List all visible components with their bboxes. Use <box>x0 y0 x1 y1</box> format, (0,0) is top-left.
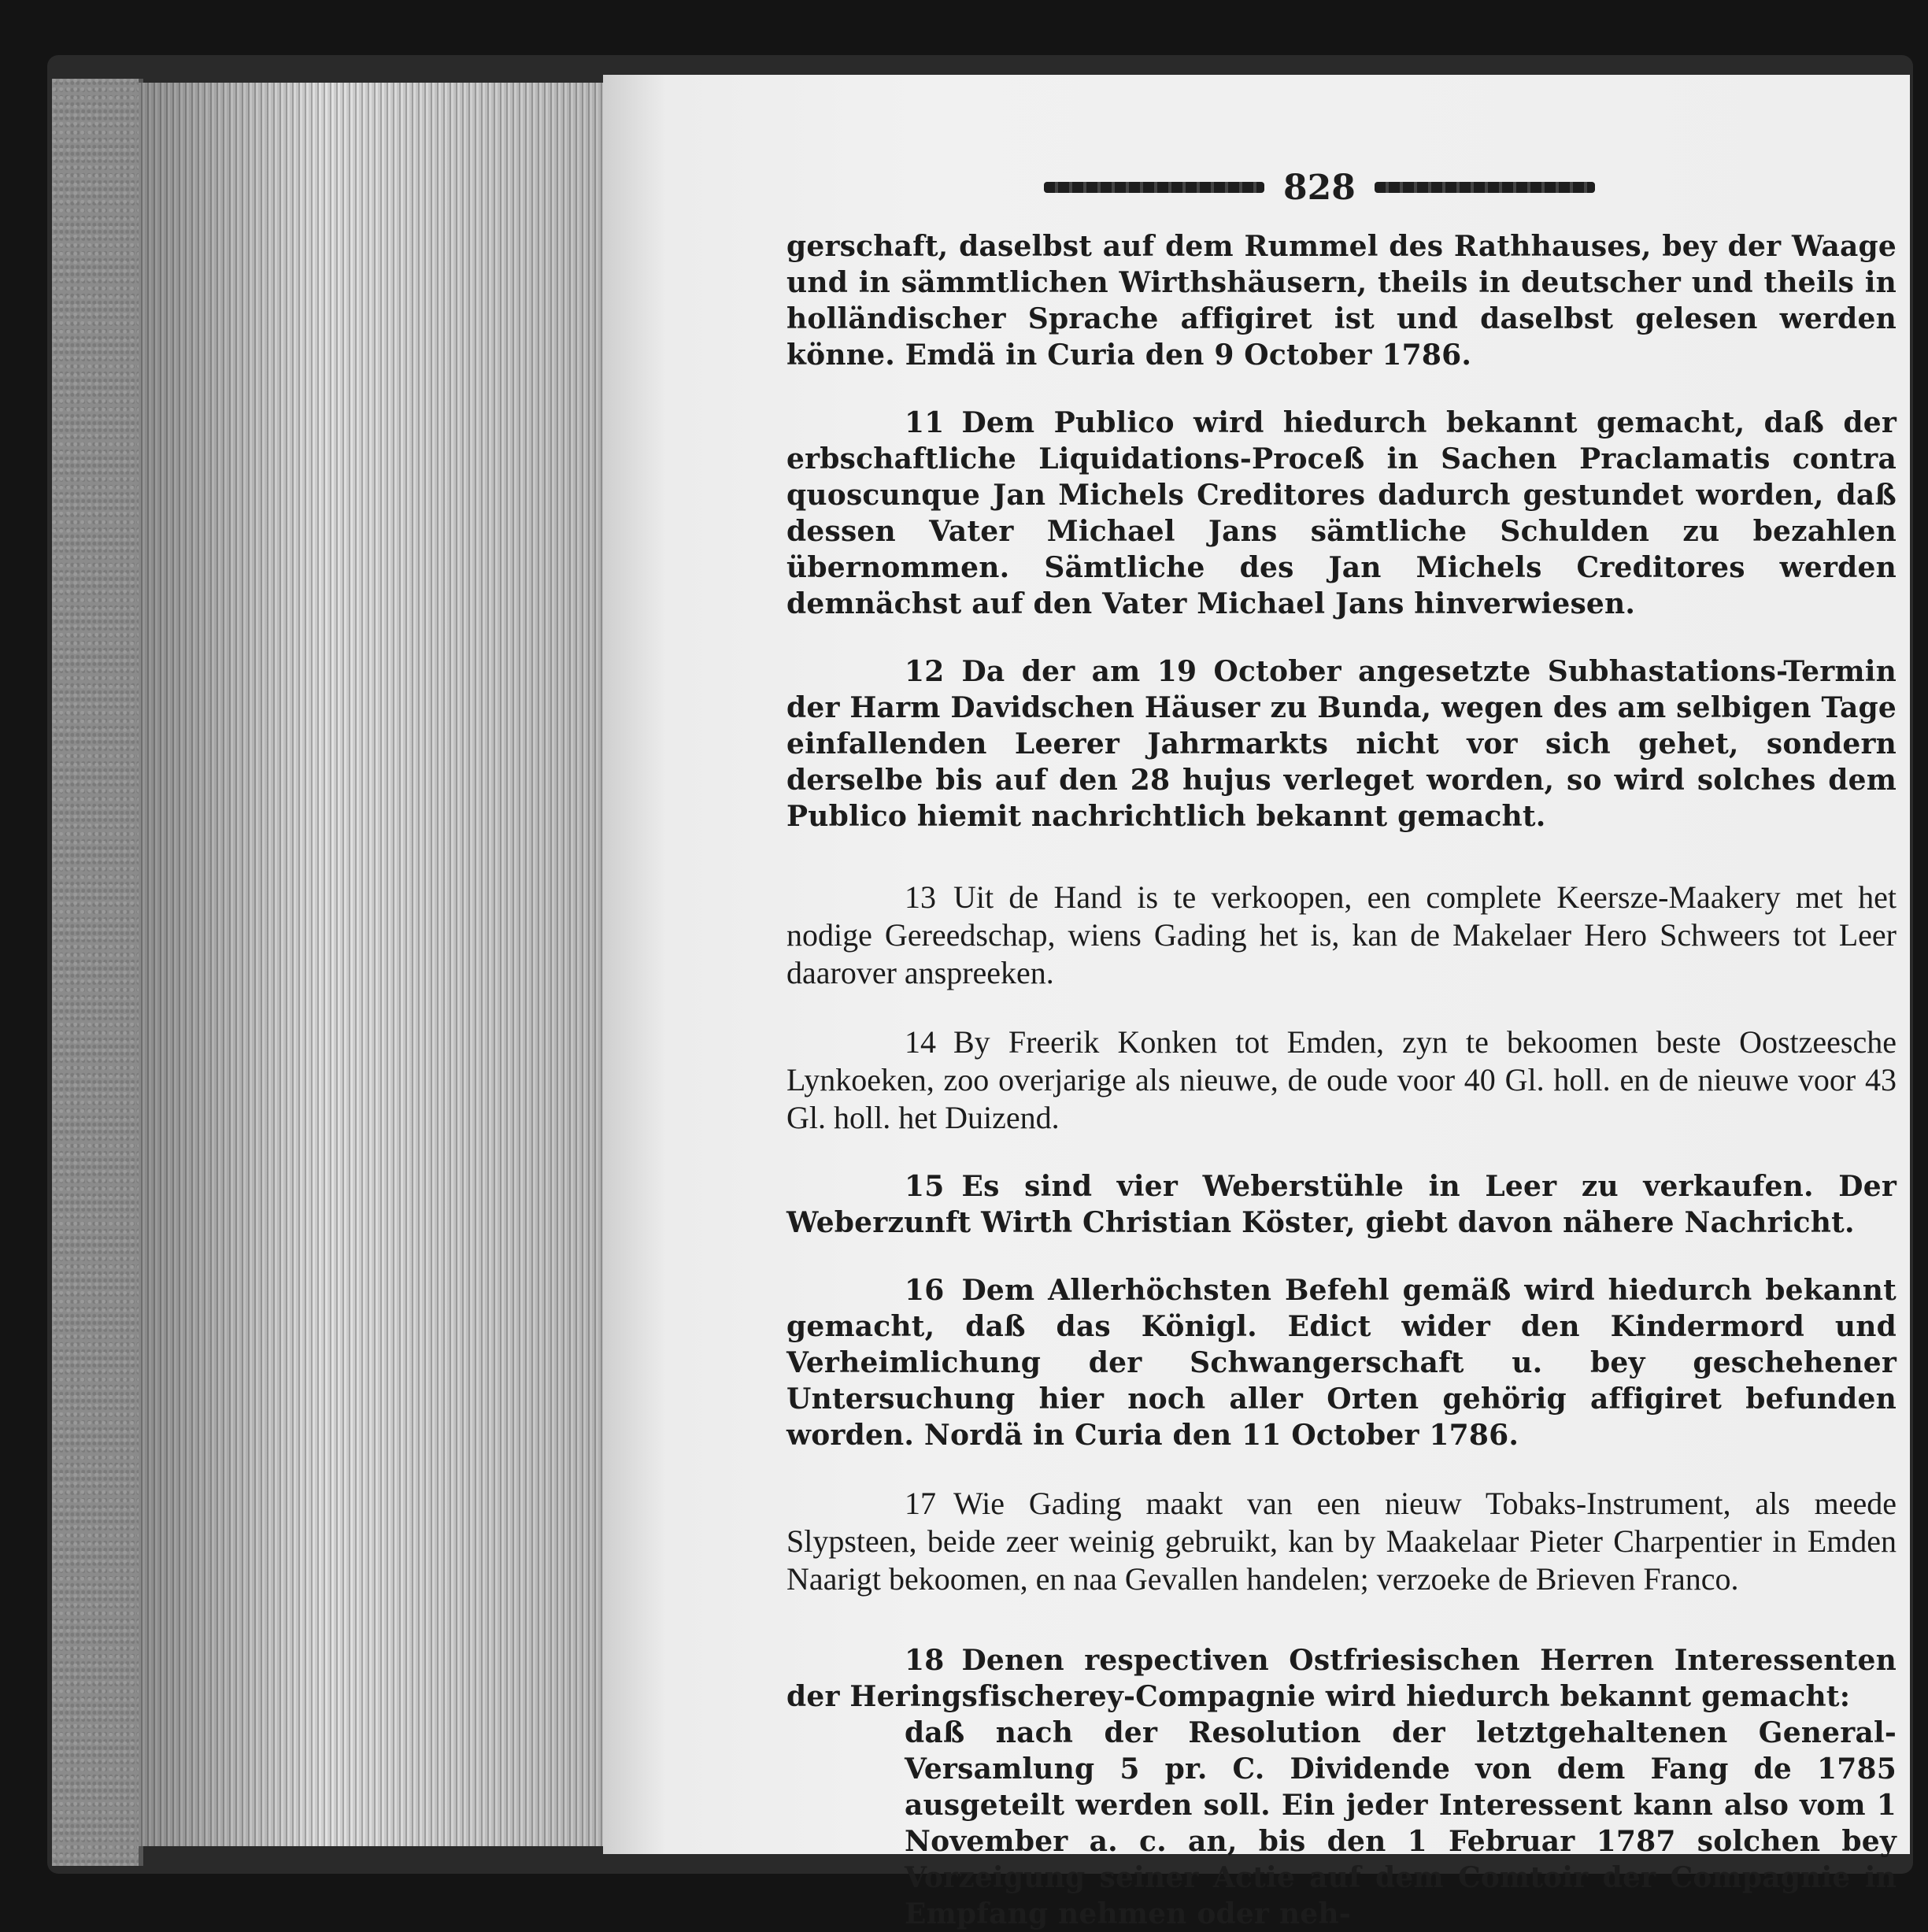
paragraph-text: Dem Publico wird hiedurch bekannt gemacht, daß der erbschaftliche Liquidations-Proceß in Sachen Praclamatis contra quoscunque Jan Michels Creditores dadurch gestundet worden, daß dessen Vater Michael Jans sämtliche Schulden zu bezahlen übernommen. Sämtliche des Jan Michels Creditores werden demnächst auf den Vater Michael Jans hinverwiesen. <box>786 406 1897 620</box>
paragraph-14 <box>786 1023 1897 1137</box>
paragraph-number: 14 <box>905 1024 936 1060</box>
paragraph-number: 11 <box>905 406 945 439</box>
paragraph-number: 16 <box>905 1274 945 1307</box>
paragraph-17 <box>786 1485 1897 1598</box>
paragraph-number: 13 <box>905 879 936 915</box>
open-page <box>603 75 1910 1930</box>
paragraph-text: Dem Allerhöchsten Befehl gemäß wird hiedurch bekannt gemacht, daß das Königl. Edict wider den Kindermord und Verheimlichung der Schwangerschaft u. bey geschehener Untersuchung hier noch aller Orten gehörig affigiret befunden worden. Nordä in Curia den 11 October 1786. <box>786 1274 1897 1452</box>
header-rule-right <box>1375 182 1595 193</box>
paragraph-number: 17 <box>905 1486 936 1521</box>
paragraph-number: 12 <box>905 655 945 688</box>
page-text <box>786 228 1897 1932</box>
paragraph-11 <box>786 405 1897 622</box>
paragraph-number: 15 <box>905 1170 945 1203</box>
paragraph-13 <box>786 879 1897 992</box>
paragraph-16 <box>786 1272 1897 1453</box>
paragraph-text: Da der am 19 October angesetzte Subhastations-Termin der Harm Davidschen Häuser zu Bunda, wegen des am selbigen Tage einfallenden Leerer Jahrmarkts nicht vor sich gehet, sondern derselbe bis auf den 28 hujus verleget worden, so wird solches dem Publico hiemit nachrichtlich bekannt gemacht. <box>786 655 1897 833</box>
paragraph-18 <box>786 1642 1897 1715</box>
paragraph-text: Wie Gading maakt van een nieuw Tobaks-Instrument, als meede Slypsteen, beide zeer weinig gebruikt, kan by Maakelaar Pieter Charpentier in Emden Naarigt bekoomen, en naa Gevallen handelen; verzoeke de Brieven Franco. <box>786 1486 1897 1597</box>
header-rule-left <box>1044 182 1264 193</box>
paragraph-10-continued <box>786 228 1897 373</box>
paragraph-text: Uit de Hand is te verkoopen, een complete Keersze-Maakery met het nodige Gereedschap, wiens Gading het is, kan de Makelaer Hero Schweers tot Leer daarover anspreeken. <box>786 879 1897 990</box>
page-edge-shadow <box>139 83 603 1846</box>
book-cover-edge <box>52 79 143 1866</box>
page-header <box>1044 160 1831 215</box>
paragraph-text: daß nach der Resolution der letztgehaltenen General-Versamlung 5 pr. C. Dividende von dem Fang de 1785 ausgeteilt werden soll. Ein jeder Interessent kann also vom 1 November a. c. an, bis den 1 Februar 1787 solchen bey Vorzeigung seiner Actie auf dem Comtoir der Compagnie in Empfang nehmen oder neh- <box>905 1716 1897 1930</box>
paragraph-15 <box>786 1168 1897 1241</box>
paragraph-text: By Freerik Konken tot Emden, zyn te bekoomen beste Oostzeesche Lynkoeken, zoo overjarige als nieuwe, de oude voor 40 Gl. holl. en de nieuwe voor 43 Gl. holl. het Duizend. <box>786 1024 1897 1135</box>
paragraph-text: Es sind vier Weberstühle in Leer zu verkaufen. Der Weberzunft Wirth Christian Köster, giebt davon nähere Nachricht. <box>786 1170 1897 1239</box>
paragraph-number: 18 <box>905 1644 945 1677</box>
paragraph-text: gerschaft, daselbst auf dem Rummel des Rathhauses, bey der Waage und in sämmtlichen Wirthshäusern, theils in deutscher und theils in holländischer Sprache affigiret ist und daselbst gelesen werden könne. Emdä in Curia den 9 October 1786. <box>786 230 1897 372</box>
paragraph-12 <box>786 653 1897 835</box>
page-number: 828 <box>1283 167 1356 208</box>
paragraph-text: Denen respectiven Ostfriesischen Herren Interessenten der Heringsfischerey-Compagnie wird hiedurch bekannt gemacht: <box>786 1644 1897 1713</box>
paragraph-18-continuation <box>786 1715 1897 1932</box>
